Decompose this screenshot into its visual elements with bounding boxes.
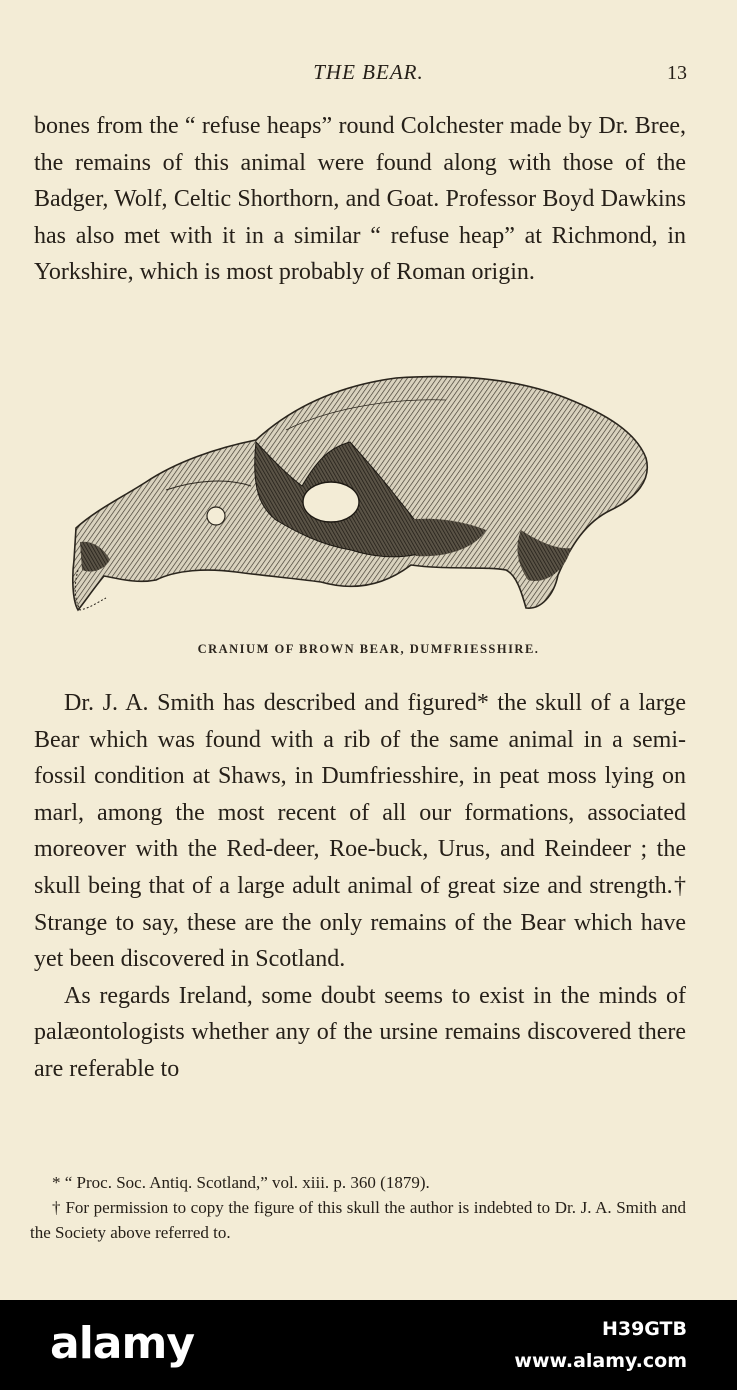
paragraph-2: Dr. J. A. Smith has described and figured* the skull of a large Bear which was found with a rib of the same animal in a semi-fossil condition at Shaws, in Dumfriesshire, in peat moss lying on marl, among the most recent of all our formations, associated moreover with the Red-deer, Roe-buck, Urus, and Reindeer ; the skull being that of a large adult animal of great size and strength.† Strange to say, these are the only remains of the Bear which have yet been discovered in Scotland. [34, 690, 686, 973]
footnote-1: * “ Proc. Soc. Antiq. Scotland,” vol. xiii. p. 360 (1879). [52, 1173, 430, 1192]
footnote-2: † For permission to copy the figure of this skull the author is indebted to Dr. J. A. Smith and the Society above referred to. [30, 1198, 686, 1242]
running-title: THE BEAR. [313, 60, 424, 84]
footnotes [30, 1170, 686, 1245]
body-text-lower [34, 685, 686, 1088]
paragraph-1: bones from the “ refuse heaps” round Colchester made by Dr. Bree, the remains of this animal were found along with those of the Badger, Wolf, Celtic Shorthorn, and Goat. Professor Boyd Dawkins has also met with it in a similar “ refuse heap” at Richmond, in Yorkshire, which is most probably of Roman origin. [34, 113, 686, 286]
bear-cranium-engraving [66, 370, 666, 625]
alamy-logo: alamy [50, 1318, 194, 1369]
paragraph-3: As regards Ireland, some doubt seems to exist in the minds of palæontologists whether any of the ursine remains discovered there are referable to [34, 982, 686, 1082]
paragraph-continued [34, 108, 686, 291]
image-id: H39GTB [601, 1318, 687, 1340]
page-number: 13 [667, 62, 687, 84]
watermark-bar [0, 1300, 737, 1390]
figure-caption: CRANIUM OF BROWN BEAR, DUMFRIESSHIRE. [197, 642, 540, 656]
skull-illustration [66, 370, 666, 625]
site-url: www.alamy.com [514, 1350, 687, 1372]
running-head [0, 60, 737, 90]
